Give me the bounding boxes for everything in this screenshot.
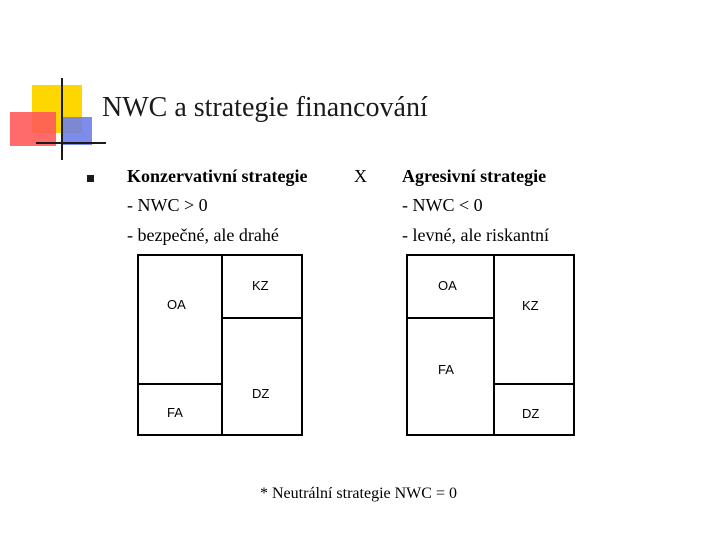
aggressive-heading: Agresivní strategie (402, 166, 547, 186)
logo-vertical-line (61, 78, 63, 160)
aggressive-dz-label: DZ (522, 406, 540, 421)
conservative-divider-vertical (221, 256, 223, 434)
aggressive-divider-vertical (493, 256, 495, 434)
logo-red-square (10, 112, 56, 146)
logo-horizontal-line (36, 142, 106, 144)
aggressive-oa-label: OA (438, 278, 457, 293)
conservative-divider-left (139, 383, 221, 385)
conservative-balance-diagram (137, 254, 303, 436)
versus-separator: X (354, 166, 367, 186)
conservative-description: - bezpečné, ale drahé (127, 225, 279, 245)
conservative-divider-right (221, 317, 303, 319)
slide-title: NWC a strategie financování (102, 92, 428, 123)
aggressive-kz-label: KZ (522, 298, 539, 313)
logo-blue-square (62, 117, 92, 145)
corner-logo (0, 0, 100, 170)
conservative-dz-label: DZ (252, 386, 270, 401)
conservative-kz-label: KZ (252, 278, 269, 293)
aggressive-fa-label: FA (438, 362, 454, 377)
aggressive-nwc: - NWC < 0 (402, 195, 483, 215)
conservative-nwc: - NWC > 0 (127, 195, 208, 215)
aggressive-divider-right (493, 383, 575, 385)
conservative-oa-label: OA (167, 297, 186, 312)
bullet-icon (87, 175, 94, 182)
footnote: * Neutrální strategie NWC = 0 (260, 485, 457, 502)
aggressive-divider-left (408, 317, 493, 319)
aggressive-description: - levné, ale riskantní (402, 225, 549, 245)
aggressive-balance-diagram (406, 254, 575, 436)
conservative-heading: Konzervativní strategie (127, 166, 308, 186)
conservative-fa-label: FA (167, 405, 183, 420)
